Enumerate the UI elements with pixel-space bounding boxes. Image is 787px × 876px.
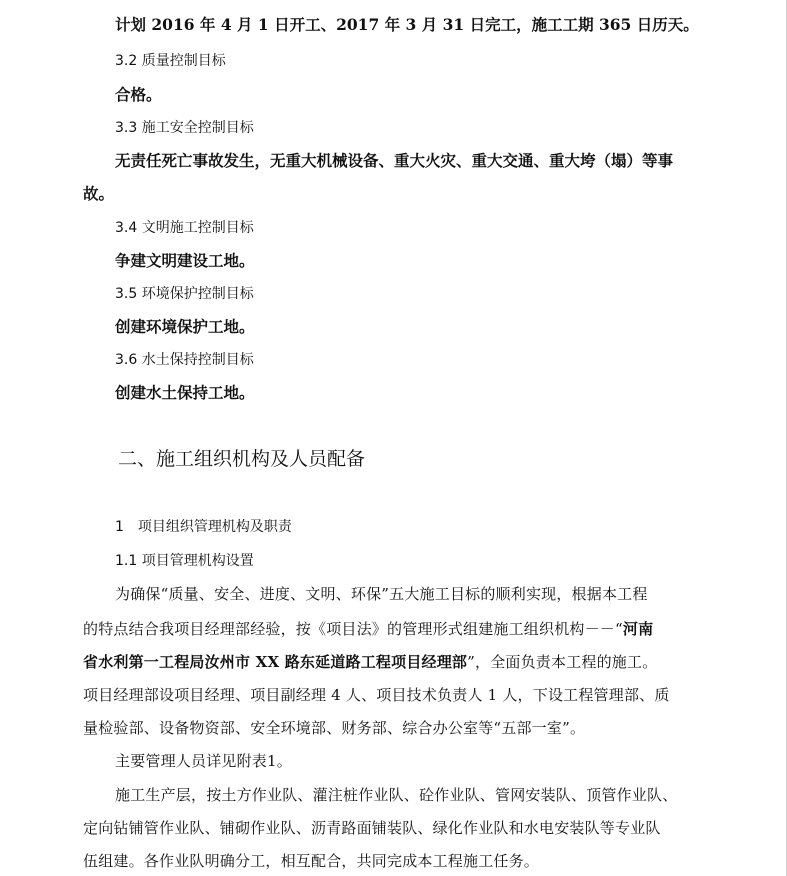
- heading-3-4: 3.4 文明施工控制目标: [115, 220, 254, 236]
- heading-3-2: 3.2 质量控制目标: [115, 53, 226, 69]
- heading-1-1: 1.1 项目管理机构设置: [115, 553, 254, 569]
- para1-line1: 为确保“质量、安全、进度、文明、环保”五大施工目标的顺利实现，根据本工程: [115, 585, 648, 603]
- para1-line4: 项目经理部设项目经理、项目副经理 4 人、项目技术负责人 1 人，下设工程管理部、质: [83, 686, 670, 704]
- text-3-4: 争建文明建设工地。: [115, 251, 255, 270]
- heading-1: 1 项目组织管理机构及职责: [115, 519, 292, 535]
- para1-line2: [83, 618, 653, 640]
- para1-line3: [83, 651, 657, 673]
- para2: 主要管理人员详见附表1。: [115, 752, 292, 770]
- para3-line2: 定向钻铺管作业队、铺砌作业队、沥青路面铺装队、绿化作业队和水电安装队等专业队: [83, 819, 661, 837]
- text-3-2: 合格。: [115, 85, 162, 104]
- heading-3-5: 3.5 环境保护控制目标: [115, 286, 254, 302]
- heading-3-6: 3.6 水土保持控制目标: [115, 352, 254, 368]
- para1-line2-text: 的特点结合我项目经理部经验，按《项目法》的管理形式组建施工组织机构－－“: [83, 620, 623, 638]
- project-dept-name-start: 河南: [622, 620, 654, 638]
- para1-line5: 量检验部、设备物资部、安全环境部、财务部、综合办公室等“五部一室”。: [83, 719, 586, 737]
- text-3-3-line2: 故。: [83, 184, 115, 203]
- text-3-6: 创建水土保持工地。: [115, 383, 255, 402]
- text-3-3-line1: 无责任死亡事故发生，无重大机械设备、重大火灾、重大交通、重大垮（塌）等事: [115, 151, 674, 170]
- para3-line1: 施工生产层，按土方作业队、灌注桩作业队、砼作业队、管网安装队、顶管作业队、: [115, 786, 678, 804]
- project-dept-name: 省水利第一工程局汝州市 XX 路东延道路工程项目经理部: [83, 653, 468, 671]
- para1-line3-text: ”，全面负责本工程的施工。: [467, 653, 658, 671]
- section-heading-2: 二、施工组织机构及人员配备: [118, 448, 366, 470]
- para3-line3: 伍组建。各作业队明确分工，相互配合，共同完成本工程施工任务。: [83, 852, 540, 870]
- text-3-5: 创建环境保护工地。: [115, 317, 255, 336]
- heading-3-3: 3.3 施工安全控制目标: [115, 120, 254, 136]
- schedule-text: 计划 2016 年 4 月 1 日开工、2017 年 3 月 31 日完工，施工工期 365 日历天。: [115, 15, 699, 34]
